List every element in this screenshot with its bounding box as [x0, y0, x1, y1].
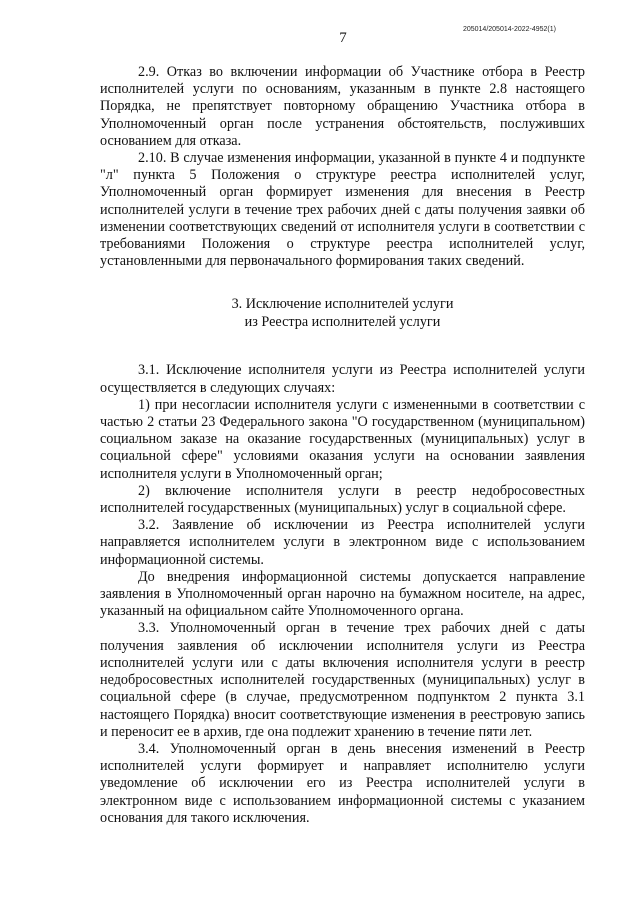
paragraph-3-2-note: До внедрения информационной системы допускается направление заявления в Уполномоченный орган нарочно на бумажном носителе, на адрес, указанный на официальном сайте Уполномоченного органа.: [100, 568, 585, 620]
section-heading-line-1: 3. Исключение исполнителей услуги: [231, 296, 454, 313]
section-heading-line-2: из Реестра исполнителей услуги: [244, 314, 441, 331]
section-heading: [100, 295, 585, 331]
page-number: 7: [339, 30, 347, 46]
paragraph-3-3: 3.3. Уполномоченный орган в течение трех рабочих дней с даты получения заявления об исключении исполнителя услуги из Реестра исполнителей услуги или с даты включения исполнителя услуги в реестр недобросовестных исполнителей государственных (муниципальных) услуг в социальной сфере (в случае, предусмотренном подпунктом 2 пункта 3.1 настоящего Порядка) вносит соответствующие изменения в реестровую запись и переносит ее в архив, где она подлежит хранению в течение пяти лет.: [100, 620, 585, 740]
paragraph-3-4: 3.4. Уполномоченный орган в день внесения изменений в Реестр исполнителей услуги формирует и направляет исполнителю услуги уведомление об исключении его из Реестра исполнителей услуги в электронном виде с использованием информационной системы с указанием основания для такого исключения.: [100, 740, 585, 826]
paragraph-2-10: 2.10. В случае изменения информации, указанной в пункте 4 и подпункте "л" пункта 5 Положения о структуре реестра исполнителей услуг, Уполномоченный орган формирует изменения для внесения в Реестр исполнителей услуги в течение трех рабочих дней с даты получения заявки об изменении соответствующих сведений от исполнителя услуги в соответствии с требованиями Положения о структуре реестра исполнителей услуг, установленными для первоначального формирования таких сведений.: [100, 150, 585, 270]
paragraph-3-1-item-2: 2) включение исполнителя услуги в реестр недобросовестных исполнителей государственных (муниципальных) услуг в социальной сфере.: [100, 482, 585, 517]
paragraph-3-1-item-1: 1) при несогласии исполнителя услуги с измененными в соответствии с частью 2 статьи 23 Федерального закона "О государственном (муниципальном) социальном заказе на оказание государственных (муниципальных) услуг в социальной сфере" условиями оказания услуги на основании заявления исполнителя услуги в Уполномоченный орган;: [100, 396, 585, 482]
document-body: [100, 64, 585, 827]
document-id: 205014/205014-2022-4952(1): [462, 26, 556, 33]
paragraph-2-9: 2.9. Отказ во включении информации об Участнике отбора в Реестр исполнителей услуги по основаниям, указанным в пункте 2.8 настоящего Порядка, не препятствует повторному обращению Участника отбора в Уполномоченный орган после устранения обстоятельств, послуживших основанием для отказа.: [100, 64, 585, 149]
paragraph-3-2: 3.2. Заявление об исключении из Реестра исполнителей услуги направляется исполнителем услуги в электронном виде с использованием информационной системы.: [100, 517, 585, 568]
paragraph-3-1: 3.1. Исключение исполнителя услуги из Реестра исполнителей услуги осуществляется в следующих случаях:: [100, 362, 585, 396]
